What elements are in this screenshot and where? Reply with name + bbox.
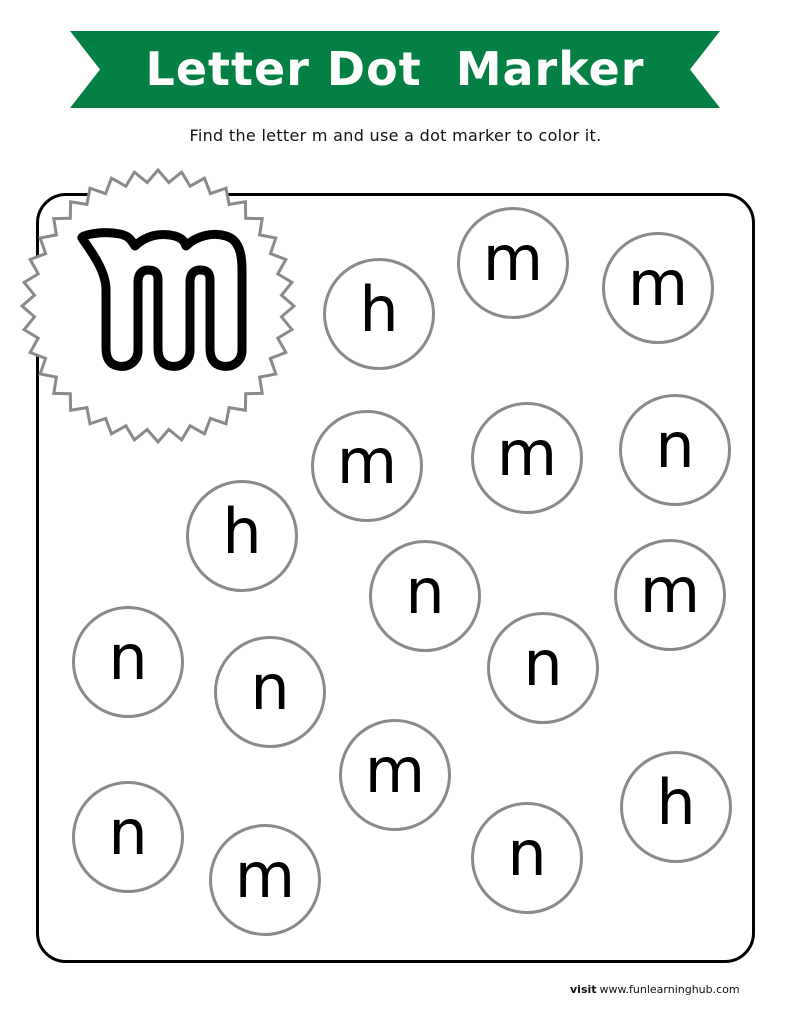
letter-circle-h[interactable] xyxy=(620,751,732,863)
letter-circle-n[interactable] xyxy=(471,802,583,914)
letter-circle-m[interactable] xyxy=(311,410,423,522)
circle-letter: n xyxy=(108,796,148,869)
circle-letter: m xyxy=(364,734,426,807)
circle-letter: m xyxy=(234,839,296,912)
letter-circle-m[interactable] xyxy=(339,719,451,831)
website-link[interactable]: www.funlearninghub.com xyxy=(599,983,740,996)
letter-circle-n[interactable] xyxy=(369,540,481,652)
footer xyxy=(570,983,740,996)
letter-circle-n[interactable] xyxy=(214,636,326,748)
letter-circle-m[interactable] xyxy=(602,232,714,344)
circle-letter: h xyxy=(359,273,399,346)
letter-circle-n[interactable] xyxy=(72,606,184,718)
circle-letter: m xyxy=(639,554,701,627)
letter-circle-h[interactable] xyxy=(186,480,298,592)
letter-circle-h[interactable] xyxy=(323,258,435,370)
circle-letter: m xyxy=(482,222,544,295)
circle-letter: n xyxy=(523,627,563,700)
circle-letter: h xyxy=(656,766,696,839)
circle-letter: m xyxy=(496,417,558,490)
letter-circle-m[interactable] xyxy=(614,539,726,651)
letter-circle-m[interactable] xyxy=(457,207,569,319)
letter-circle-n[interactable] xyxy=(487,612,599,724)
circle-letter: n xyxy=(655,409,695,482)
letter-circle-m[interactable] xyxy=(209,824,321,936)
circle-letter: n xyxy=(250,651,290,724)
circle-letter: h xyxy=(222,495,262,568)
visit-label: visit xyxy=(570,983,597,996)
circle-letter: m xyxy=(336,425,398,498)
title-banner xyxy=(70,31,720,108)
letter-circle-m[interactable] xyxy=(471,402,583,514)
outlined-letter-m-icon xyxy=(60,200,260,400)
instructions-text: Find the letter m and use a dot marker to color it. xyxy=(189,126,602,145)
circle-letter: n xyxy=(405,555,445,628)
circle-letter: n xyxy=(108,621,148,694)
circle-letter: n xyxy=(507,817,547,890)
letter-circle-n[interactable] xyxy=(72,781,184,893)
letter-circle-n[interactable] xyxy=(619,394,731,506)
circle-letter: m xyxy=(627,247,689,320)
page-title: Letter Dot Marker xyxy=(145,42,645,96)
